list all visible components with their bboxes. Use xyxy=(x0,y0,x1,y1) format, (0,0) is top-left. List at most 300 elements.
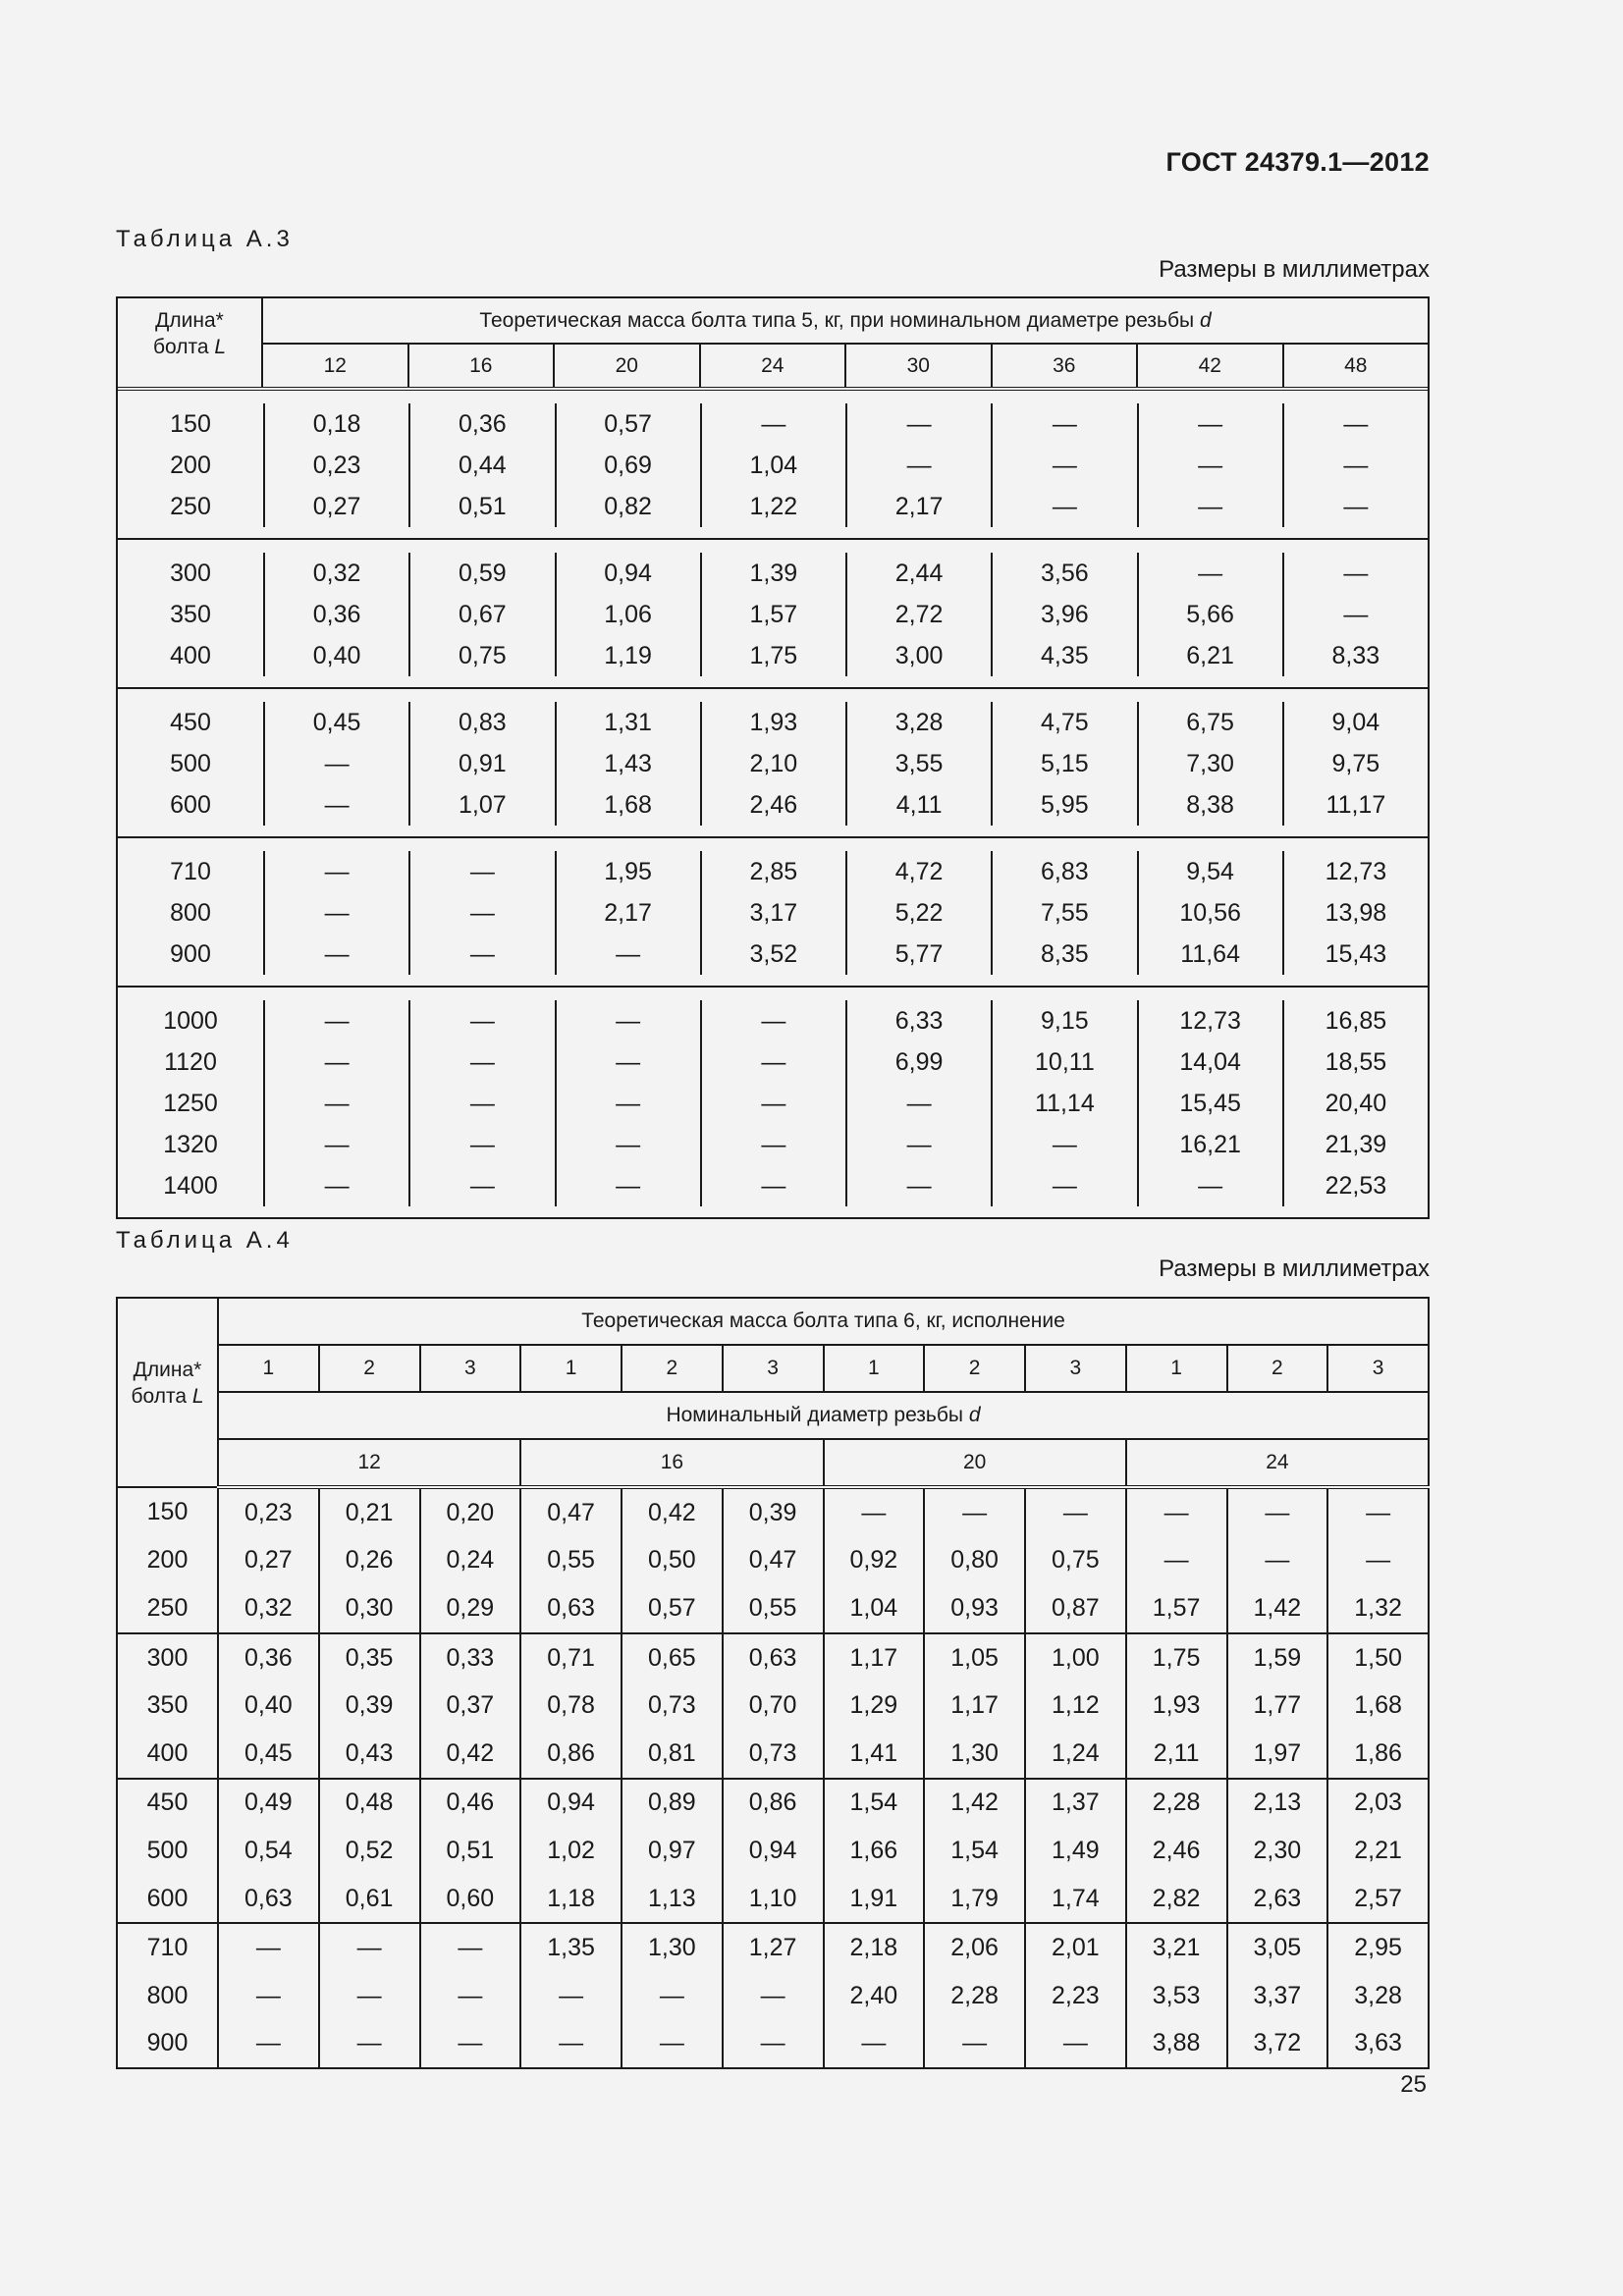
mass-cell: — xyxy=(1227,1487,1328,1537)
mass-cell: — xyxy=(1025,1487,1126,1537)
version-header: 3 xyxy=(1327,1345,1429,1392)
mass-cell: 11,14 xyxy=(1035,1090,1095,1117)
mass-cell: — xyxy=(824,1487,925,1537)
mass-cell: 1,31 xyxy=(604,709,652,736)
mass-cell: 0,65 xyxy=(622,1633,723,1682)
mass-cell: 5,95 xyxy=(1041,791,1089,819)
mass-cell: — xyxy=(1327,1537,1429,1585)
mass-cell: 13,98 xyxy=(1325,899,1387,927)
length-cell: 710 xyxy=(170,858,211,885)
mass-cell: 0,29 xyxy=(420,1584,521,1633)
mass-cell: 2,18 xyxy=(824,1923,925,1972)
mass-cell: 0,27 xyxy=(218,1537,319,1585)
length-cell: 150 xyxy=(170,410,211,438)
mass-cell: — xyxy=(616,1007,641,1035)
mass-cell: 1,50 xyxy=(1327,1633,1429,1682)
stub-line-1: Длина* xyxy=(155,309,224,332)
mass-cell: 0,27 xyxy=(312,493,361,520)
table-row xyxy=(117,1487,1429,1537)
mass-cell: — xyxy=(319,2020,420,2069)
mass-cell: 3,28 xyxy=(1327,1972,1429,2020)
mass-cell: 1,39 xyxy=(749,560,798,587)
mass-cell: 1,91 xyxy=(824,1875,925,1924)
mass-cell: 5,22 xyxy=(894,899,944,927)
page-number: 25 xyxy=(1400,2071,1427,2098)
mass-cell: 1,24 xyxy=(1025,1730,1126,1779)
mass-cell: 0,91 xyxy=(459,750,507,777)
mass-cell: 16,21 xyxy=(1179,1131,1241,1158)
mass-cell: 2,17 xyxy=(604,899,652,927)
mass-cell: 1,30 xyxy=(622,1923,723,1972)
mass-cell: 1,66 xyxy=(824,1827,925,1875)
mass-cell: 0,50 xyxy=(622,1537,723,1585)
mass-cell: — xyxy=(324,858,350,885)
length-cell: 450 xyxy=(170,709,211,736)
mass-cell: 7,55 xyxy=(1041,899,1089,927)
mass-cell: 0,94 xyxy=(520,1779,622,1828)
mass-cell: 2,23 xyxy=(1025,1972,1126,2020)
mass-cell: — xyxy=(1126,1487,1227,1537)
mass-cell: — xyxy=(324,899,350,927)
mass-cell: 2,63 xyxy=(1227,1875,1328,1924)
mass-cell: 9,15 xyxy=(1041,1007,1089,1035)
mass-cell: 2,46 xyxy=(1126,1827,1227,1875)
mass-cell: 2,11 xyxy=(1126,1730,1227,1779)
mass-cell: 2,28 xyxy=(924,1972,1025,2020)
mass-cell: 0,32 xyxy=(312,560,361,587)
version-header: 3 xyxy=(723,1345,824,1392)
mass-cell: 1,00 xyxy=(1025,1633,1126,1682)
mass-cell: 1,35 xyxy=(520,1923,622,1972)
mass-cell: 0,87 xyxy=(1025,1584,1126,1633)
mass-cell: — xyxy=(1052,452,1077,479)
mass-cell: 0,49 xyxy=(218,1779,319,1828)
mass-cell: 20,40 xyxy=(1325,1090,1387,1117)
mass-cell: 2,72 xyxy=(894,601,944,628)
mass-cell: 8,33 xyxy=(1331,642,1380,669)
mass-cell: 0,47 xyxy=(723,1537,824,1585)
mass-cell: 0,89 xyxy=(622,1779,723,1828)
mass-cell: 0,59 xyxy=(459,560,507,587)
mass-cell: 1,02 xyxy=(520,1827,622,1875)
row-group xyxy=(118,689,1428,838)
mass-cell: — xyxy=(324,1048,350,1076)
mass-cell: 3,28 xyxy=(894,709,944,736)
mass-cell: 2,03 xyxy=(1327,1779,1429,1828)
mass-cell: 1,75 xyxy=(1126,1633,1227,1682)
table-a3-diameter-row xyxy=(263,345,1428,387)
table-row xyxy=(117,1633,1429,1682)
mass-cell: 14,04 xyxy=(1179,1048,1241,1076)
mass-cell: — xyxy=(520,2020,622,2069)
mass-cell: 0,39 xyxy=(319,1682,420,1730)
mass-cell: — xyxy=(1198,410,1223,438)
mass-cell: 1,95 xyxy=(604,858,652,885)
mass-cell: 6,75 xyxy=(1186,709,1234,736)
mass-cell: 0,86 xyxy=(520,1730,622,1779)
mass-cell: 2,44 xyxy=(894,560,944,587)
mass-cell: 1,59 xyxy=(1227,1633,1328,1682)
mass-cell: — xyxy=(319,1923,420,1972)
mass-cell: — xyxy=(761,1090,786,1117)
mass-cell: 1,32 xyxy=(1327,1584,1429,1633)
diameter-header: 36 xyxy=(993,345,1139,387)
mass-cell: — xyxy=(469,1007,495,1035)
mass-cell: — xyxy=(324,750,350,777)
mass-cell: 1,93 xyxy=(749,709,798,736)
mass-cell: 2,40 xyxy=(824,1972,925,2020)
mass-cell: 1,17 xyxy=(824,1633,925,1682)
length-cell: 1250 xyxy=(163,1090,218,1117)
diameter-header: 42 xyxy=(1138,345,1284,387)
mass-cell: 1,68 xyxy=(1327,1682,1429,1730)
mass-cell: 2,01 xyxy=(1025,1923,1126,1972)
mass-cell: 0,69 xyxy=(604,452,652,479)
mass-cell: 0,83 xyxy=(459,709,507,736)
mass-cell: — xyxy=(1052,1172,1077,1200)
mass-cell: — xyxy=(324,940,350,968)
mass-cell: 1,30 xyxy=(924,1730,1025,1779)
mass-cell: — xyxy=(1227,1537,1328,1585)
mass-cell: 3,52 xyxy=(749,940,798,968)
mass-cell: 0,18 xyxy=(312,410,361,438)
version-header: 3 xyxy=(1025,1345,1126,1392)
mass-cell: 8,35 xyxy=(1041,940,1089,968)
mass-cell: 2,46 xyxy=(749,791,798,819)
table-a4 xyxy=(116,1297,1430,2069)
length-cell: 200 xyxy=(170,452,211,479)
length-cell: 300 xyxy=(170,560,211,587)
mass-cell: 0,33 xyxy=(420,1633,521,1682)
mass-cell: 3,53 xyxy=(1126,1972,1227,2020)
mass-cell: 0,30 xyxy=(319,1584,420,1633)
table-a4-version-row xyxy=(117,1345,1429,1392)
mass-cell: — xyxy=(616,1131,641,1158)
table-row xyxy=(117,1827,1429,1875)
mass-cell: — xyxy=(420,2020,521,2069)
mass-cell: 0,51 xyxy=(459,493,507,520)
length-cell: 1120 xyxy=(164,1048,217,1076)
mass-cell: 1,75 xyxy=(749,642,798,669)
mass-cell: 2,82 xyxy=(1126,1875,1227,1924)
mass-cell: — xyxy=(616,940,641,968)
mass-cell: 0,46 xyxy=(420,1779,521,1828)
version-header: 1 xyxy=(824,1345,925,1392)
table-a4-diameter-title: Номинальный диаметр резьбы d xyxy=(218,1392,1429,1439)
mass-cell: 0,37 xyxy=(420,1682,521,1730)
mass-cell: — xyxy=(1327,1487,1429,1537)
mass-cell: — xyxy=(1343,410,1369,438)
mass-cell: 0,20 xyxy=(420,1487,521,1537)
mass-cell: — xyxy=(761,1048,786,1076)
mass-cell: 1,06 xyxy=(604,601,652,628)
mass-cell: — xyxy=(324,1090,350,1117)
mass-cell: — xyxy=(1025,2020,1126,2069)
mass-cell: 1,93 xyxy=(1126,1682,1227,1730)
mass-cell: 1,27 xyxy=(723,1923,824,1972)
length-cell: 300 xyxy=(117,1633,218,1682)
mass-cell: — xyxy=(324,1007,350,1035)
table-a3-span-header: Теоретическая масса болта типа 5, кг, при номинальном диаметре резьбы d xyxy=(263,298,1428,345)
mass-cell: — xyxy=(218,1923,319,1972)
mass-cell: 0,48 xyxy=(319,1779,420,1828)
mass-cell: 1,49 xyxy=(1025,1827,1126,1875)
table-row xyxy=(117,1584,1429,1633)
table-a4-span-header: Теоретическая масса болта типа 6, кг, исполнение xyxy=(218,1298,1429,1345)
table-a4-body xyxy=(117,1487,1429,2068)
length-cell: 400 xyxy=(170,642,211,669)
mass-cell: 1,12 xyxy=(1025,1682,1126,1730)
mass-cell: — xyxy=(906,1090,932,1117)
mass-cell: 11,64 xyxy=(1180,940,1240,968)
mass-cell: 21,39 xyxy=(1325,1131,1387,1158)
table-row xyxy=(117,1682,1429,1730)
mass-cell: — xyxy=(761,1007,786,1035)
mass-cell: 2,06 xyxy=(924,1923,1025,1972)
version-header: 2 xyxy=(319,1345,420,1392)
mass-cell: — xyxy=(1198,493,1223,520)
table-row xyxy=(117,1730,1429,1779)
mass-cell: 1,22 xyxy=(749,493,798,520)
row-group xyxy=(118,988,1428,1217)
mass-cell: — xyxy=(469,1172,495,1200)
mass-cell: 8,38 xyxy=(1186,791,1234,819)
table-a3-header xyxy=(118,298,1428,391)
mass-cell: 0,36 xyxy=(312,601,361,628)
mass-cell: 0,40 xyxy=(312,642,361,669)
mass-cell: 1,10 xyxy=(723,1875,824,1924)
mass-cell: — xyxy=(469,858,495,885)
mass-cell: 0,92 xyxy=(824,1537,925,1585)
mass-cell: 6,33 xyxy=(894,1007,944,1035)
mass-cell: 0,82 xyxy=(604,493,652,520)
mass-cell: 12,73 xyxy=(1179,1007,1241,1035)
mass-cell: — xyxy=(622,1972,723,2020)
length-cell: 1320 xyxy=(163,1131,218,1158)
mass-cell: 0,24 xyxy=(420,1537,521,1585)
mass-cell: 0,63 xyxy=(520,1584,622,1633)
table-row xyxy=(117,1875,1429,1924)
mass-cell: 0,55 xyxy=(520,1537,622,1585)
mass-cell: 4,11 xyxy=(895,791,943,819)
mass-cell: 10,11 xyxy=(1035,1048,1095,1076)
mass-cell: 1,43 xyxy=(604,750,652,777)
mass-cell: 3,21 xyxy=(1126,1923,1227,1972)
mass-cell: 0,42 xyxy=(420,1730,521,1779)
mass-cell: 1,86 xyxy=(1327,1730,1429,1779)
mass-cell: 0,86 xyxy=(723,1779,824,1828)
mass-cell: 0,45 xyxy=(218,1730,319,1779)
mass-cell: — xyxy=(761,1172,786,1200)
mass-cell: 0,55 xyxy=(723,1584,824,1633)
mass-cell: 0,21 xyxy=(319,1487,420,1537)
diameter-header: 12 xyxy=(263,345,409,387)
mass-cell: 3,72 xyxy=(1227,2020,1328,2069)
length-cell: 350 xyxy=(170,601,211,628)
version-header: 1 xyxy=(218,1345,319,1392)
length-cell: 710 xyxy=(117,1923,218,1972)
length-cell: 400 xyxy=(117,1730,218,1779)
table-a4-stub-header: Длина* болта L xyxy=(117,1298,218,1487)
mass-cell: — xyxy=(1052,493,1077,520)
length-cell: 450 xyxy=(117,1779,218,1828)
mass-cell: 3,37 xyxy=(1227,1972,1328,2020)
mass-cell: 15,43 xyxy=(1325,940,1387,968)
mass-cell: 3,96 xyxy=(1041,601,1089,628)
length-cell: 900 xyxy=(117,2020,218,2069)
mass-cell: 2,10 xyxy=(749,750,798,777)
mass-cell: — xyxy=(616,1048,641,1076)
mass-cell: 0,35 xyxy=(319,1633,420,1682)
mass-cell: 3,56 xyxy=(1041,560,1089,587)
mass-cell: 0,93 xyxy=(924,1584,1025,1633)
diameter-header: 20 xyxy=(555,345,701,387)
table-row xyxy=(117,1923,1429,1972)
length-cell: 1000 xyxy=(163,1007,218,1035)
mass-cell: — xyxy=(1198,1172,1223,1200)
mass-cell: 1,07 xyxy=(459,791,507,819)
mass-cell: — xyxy=(319,1972,420,2020)
mass-cell: 1,17 xyxy=(924,1682,1025,1730)
mass-cell: 1,29 xyxy=(824,1682,925,1730)
mass-cell: — xyxy=(906,452,932,479)
table-a3-caption: Таблица А.3 xyxy=(116,226,294,252)
mass-cell: 9,75 xyxy=(1331,750,1380,777)
mass-cell: 0,44 xyxy=(459,452,507,479)
table-row xyxy=(117,1972,1429,2020)
diameter-header: 30 xyxy=(846,345,993,387)
mass-cell: 5,77 xyxy=(894,940,944,968)
mass-cell: 2,57 xyxy=(1327,1875,1429,1924)
version-header: 1 xyxy=(520,1345,622,1392)
mass-cell: — xyxy=(1343,493,1369,520)
mass-cell: 3,05 xyxy=(1227,1923,1328,1972)
mass-cell: 3,00 xyxy=(894,642,944,669)
mass-cell: 1,57 xyxy=(749,601,798,628)
mass-cell: 1,41 xyxy=(824,1730,925,1779)
mass-cell: — xyxy=(218,1972,319,2020)
version-header: 2 xyxy=(1227,1345,1328,1392)
mass-cell: 0,63 xyxy=(218,1875,319,1924)
mass-cell: — xyxy=(469,1131,495,1158)
mass-cell: 0,63 xyxy=(723,1633,824,1682)
mass-cell: — xyxy=(723,1972,824,2020)
mass-cell: 0,71 xyxy=(520,1633,622,1682)
mass-cell: 1,13 xyxy=(622,1875,723,1924)
mass-cell: 0,75 xyxy=(1025,1537,1126,1585)
length-cell: 600 xyxy=(117,1875,218,1924)
mass-cell: 15,45 xyxy=(1179,1090,1241,1117)
length-cell: 500 xyxy=(170,750,211,777)
mass-cell: 3,63 xyxy=(1327,2020,1429,2069)
mass-cell: 1,05 xyxy=(924,1633,1025,1682)
mass-cell: 0,57 xyxy=(604,410,652,438)
mass-cell: — xyxy=(1198,452,1223,479)
diameter-header: 12 xyxy=(218,1439,520,1487)
mass-cell: — xyxy=(924,1487,1025,1537)
mass-cell: — xyxy=(1126,1537,1227,1585)
mass-cell: 0,51 xyxy=(420,1827,521,1875)
mass-cell: — xyxy=(906,1131,932,1158)
mass-cell: 2,85 xyxy=(749,858,798,885)
mass-cell: 5,66 xyxy=(1186,601,1234,628)
mass-cell: 0,67 xyxy=(459,601,507,628)
mass-cell: 0,23 xyxy=(218,1487,319,1537)
mass-cell: 0,81 xyxy=(622,1730,723,1779)
mass-cell: — xyxy=(469,1090,495,1117)
mass-cell: 18,55 xyxy=(1325,1048,1387,1076)
diameter-header: 16 xyxy=(520,1439,823,1487)
table-a4-units-note: Размеры в миллиметрах xyxy=(1159,1255,1430,1282)
mass-cell: 10,56 xyxy=(1179,899,1241,927)
length-cell: 600 xyxy=(170,791,211,819)
mass-cell: 4,72 xyxy=(894,858,944,885)
mass-cell: 0,54 xyxy=(218,1827,319,1875)
row-group xyxy=(118,838,1428,988)
table-a4-diameter-row xyxy=(117,1439,1429,1487)
mass-cell: — xyxy=(324,791,350,819)
mass-cell: 9,04 xyxy=(1331,709,1380,736)
mass-cell: 0,36 xyxy=(218,1633,319,1682)
mass-cell: 2,28 xyxy=(1126,1779,1227,1828)
mass-cell: — xyxy=(616,1172,641,1200)
mass-cell: 6,21 xyxy=(1186,642,1234,669)
diameter-header: 16 xyxy=(409,345,556,387)
mass-cell: 6,83 xyxy=(1041,858,1089,885)
mass-cell: 0,97 xyxy=(622,1827,723,1875)
mass-cell: 1,79 xyxy=(924,1875,1025,1924)
mass-cell: 1,37 xyxy=(1025,1779,1126,1828)
mass-cell: — xyxy=(1343,452,1369,479)
mass-cell: 0,32 xyxy=(218,1584,319,1633)
mass-cell: 2,95 xyxy=(1327,1923,1429,1972)
mass-cell: 1,18 xyxy=(520,1875,622,1924)
mass-cell: — xyxy=(469,1048,495,1076)
mass-cell: 9,54 xyxy=(1186,858,1234,885)
mass-cell: — xyxy=(469,899,495,927)
mass-cell: — xyxy=(324,1131,350,1158)
mass-cell: — xyxy=(906,1172,932,1200)
length-cell: 200 xyxy=(117,1537,218,1585)
diameter-header: 20 xyxy=(824,1439,1126,1487)
mass-cell: 5,15 xyxy=(1041,750,1089,777)
diameter-header: 48 xyxy=(1344,353,1368,377)
mass-cell: 1,42 xyxy=(1227,1584,1328,1633)
mass-cell: 0,94 xyxy=(604,560,652,587)
mass-cell: 3,88 xyxy=(1126,2020,1227,2069)
mass-cell: 1,74 xyxy=(1025,1875,1126,1924)
length-cell: 500 xyxy=(117,1827,218,1875)
table-a3-body xyxy=(118,391,1428,1217)
version-header: 3 xyxy=(420,1345,521,1392)
mass-cell: 0,45 xyxy=(312,709,361,736)
version-header: 1 xyxy=(1126,1345,1227,1392)
mass-cell: 7,30 xyxy=(1186,750,1234,777)
mass-cell: 1,19 xyxy=(604,642,652,669)
mass-cell: 1,77 xyxy=(1227,1682,1328,1730)
mass-cell: — xyxy=(1198,560,1223,587)
length-cell: 150 xyxy=(117,1487,218,1537)
mass-cell: 0,47 xyxy=(520,1487,622,1537)
length-cell: 1400 xyxy=(163,1172,218,1200)
table-row xyxy=(117,2020,1429,2069)
mass-cell: — xyxy=(420,1972,521,2020)
mass-cell: 1,54 xyxy=(924,1827,1025,1875)
length-cell: 900 xyxy=(170,940,211,968)
mass-cell: 0,75 xyxy=(459,642,507,669)
mass-cell: — xyxy=(824,2020,925,2069)
length-cell: 800 xyxy=(117,1972,218,2020)
